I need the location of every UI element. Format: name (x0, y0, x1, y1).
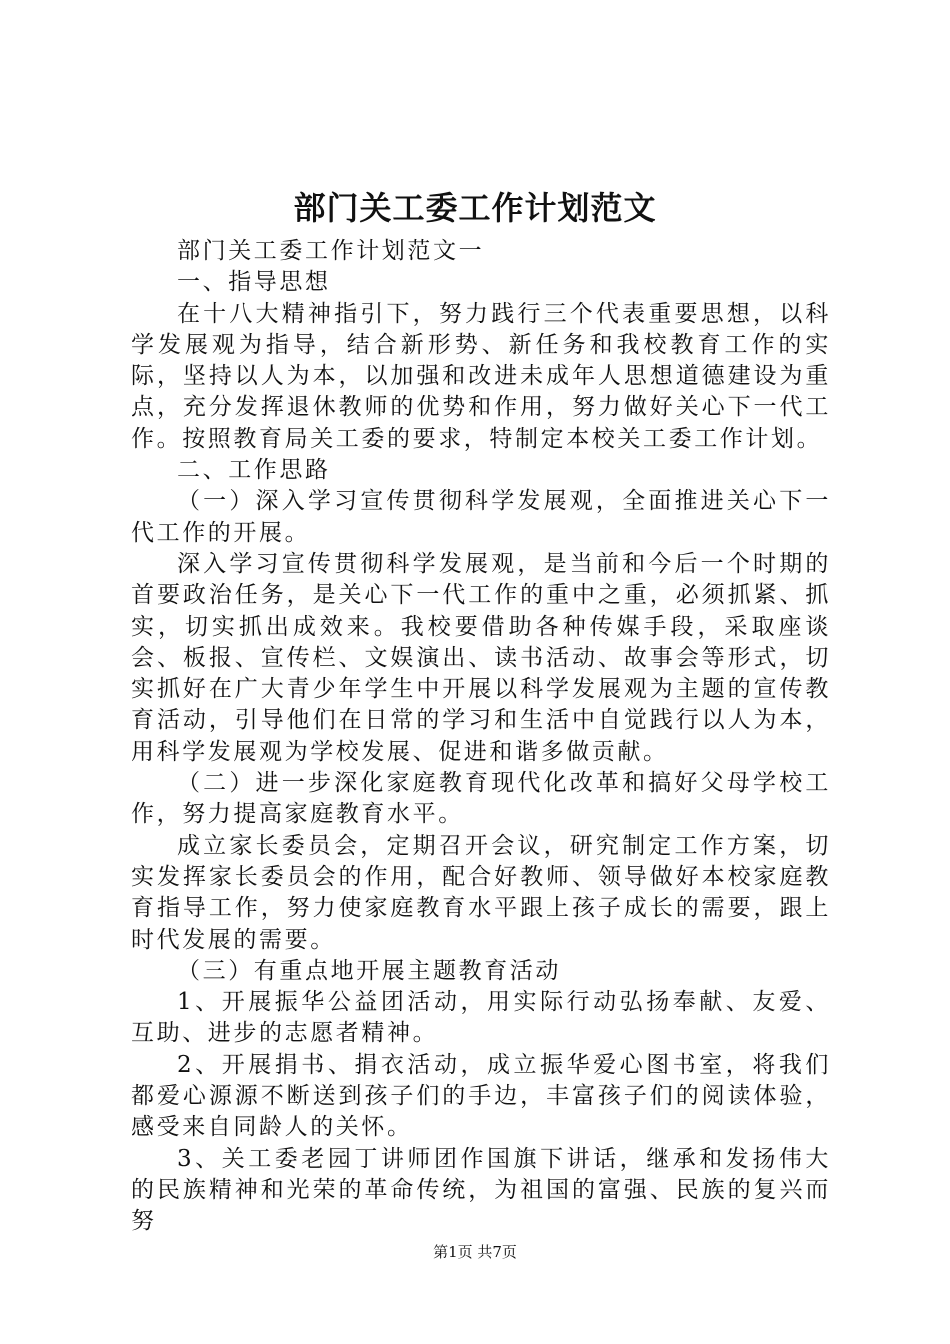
subsection-heading: （一）深入学习宣传贯彻科学发展观，全面推进关心下一代工作的开展。 (131, 488, 831, 546)
subsection-heading: （二）进一步深化家庭教育现代化改革和搞好父母学校工作，努力提高家庭教育水平。 (131, 770, 831, 828)
subsection-heading: （三）有重点地开展主题教育活动 (177, 957, 561, 984)
paragraph: 在十八大精神指引下，努力践行三个代表重要思想，以科学发展观为指导，结合新形势、新任务和我校教育工作的实际，坚持以人为本，以加强和改进未成年人思想道德建设为重点，充分发挥退休教师的优势和作用，努力做好关心下一代工作。按照教育局关工委的要求，特制定本校关工委工作计划。 (131, 300, 831, 452)
paragraph: 深入学习宣传贯彻科学发展观，是当前和今后一个时期的首要政治任务，是关心下一代工作的重中之重，必须抓紧、抓实，切实抓出成效来。我校要借助各种传媒手段，采取座谈会、板报、宣传栏、文娱演出、读书活动、故事会等形式，切实抓好在广大青少年学生中开展以科学发展观为主题的宣传教育活动，引导他们在日常的学习和生活中自觉践行以人为本，用科学发展观为学校发展、促进和谐多做贡献。 (131, 550, 831, 765)
list-item: 1、开展振华公益团活动，用实际行动弘扬奉献、友爱、互助、进步的志愿者精神。 (131, 989, 831, 1047)
list-item: 2、开展捐书、捐衣活动，成立振华爱心图书室，将我们都爱心源源不断送到孩子们的手边，丰富孩子们的阅读体验，感受来自同龄人的关怀。 (131, 1051, 831, 1141)
page-footer: 第1页 共7页 (433, 1243, 517, 1261)
section-heading: 部门关工委工作计划范文一 (177, 238, 485, 264)
section-heading: 二、工作思路 (177, 457, 331, 484)
paragraph: 成立家长委员会，定期召开会议，研究制定工作方案，切实发挥家长委员会的作用，配合好教师、领导做好本校家庭教育指导工作，努力使家庭教育水平跟上孩子成长的需要，跟上时代发展的需要。 (131, 832, 831, 953)
document-title: 部门关工委工作计划范文 (293, 189, 657, 227)
section-heading: 一、指导思想 (177, 269, 331, 296)
list-item: 3、关工委老园丁讲师团作国旗下讲话，继承和发扬伟大的民族精神和光荣的革命传统，为祖国的富强、民族的复兴而努 (131, 1145, 831, 1235)
document-body (131, 236, 831, 1238)
